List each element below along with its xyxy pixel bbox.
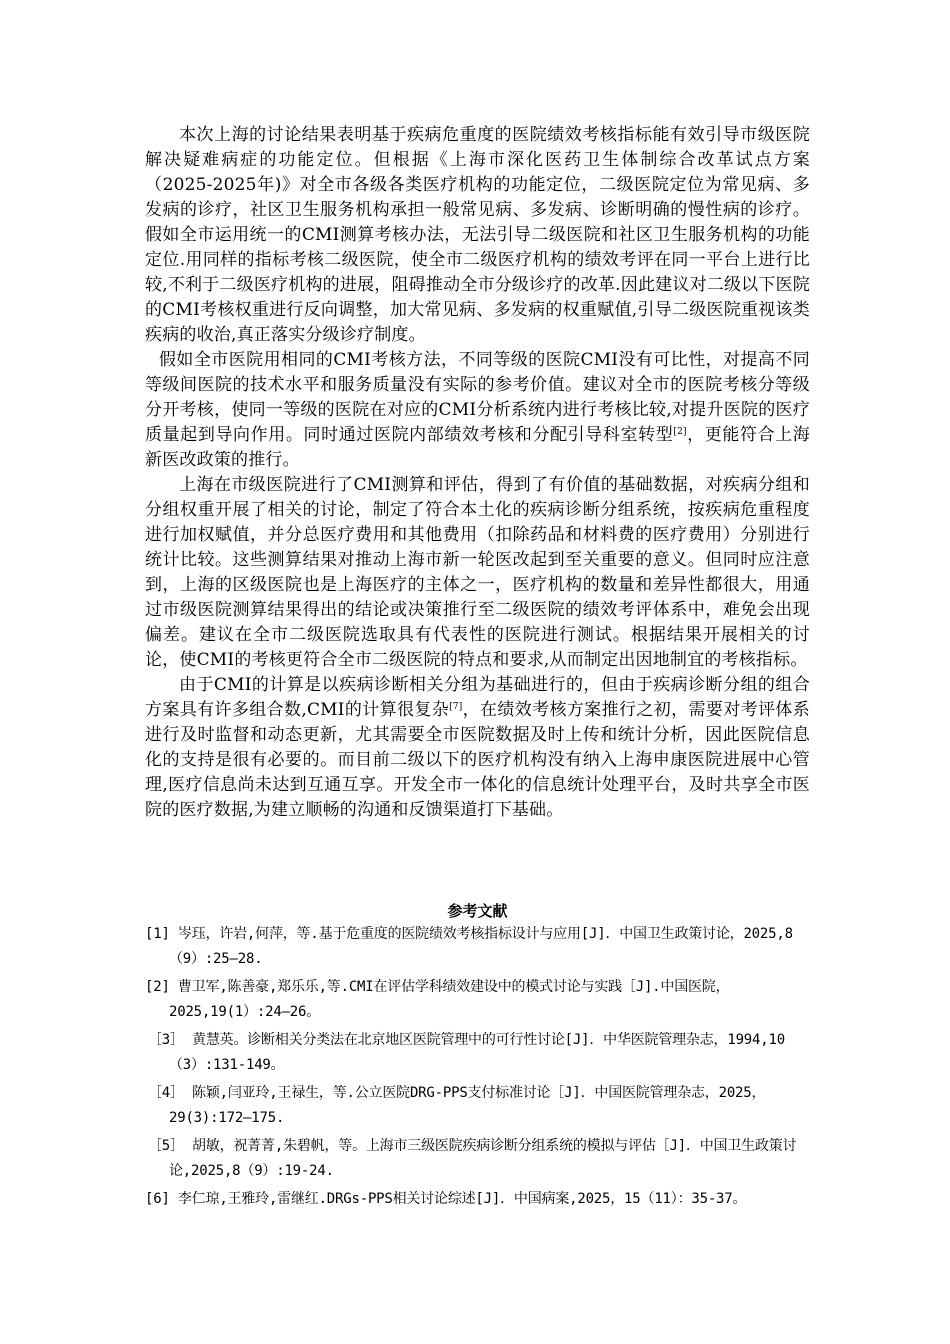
reference-list (145, 922, 810, 1215)
reference-item: [6] 李仁琼,王雅玲,雷继红.DRGs-PPS相关讨论综述[J]．中国病案,2025，15（11）：35-37。 (145, 1191, 747, 1207)
paragraph-4 (145, 673, 810, 823)
citation-marker: [7] (449, 702, 463, 712)
paragraph-2-text-b: ，更能符合上海新医改政策的推行。 (145, 425, 811, 470)
paragraph-1: 本次上海的讨论结果表明基于疾病危重度的医院绩效考核指标能有效引导市级医院解决疑难病症的功能定位。但根据《上海市深化医药卫生体制综合改革试点方案（2025-2025年)》对全市各级各类医疗机构的功能定位，二级医院定位为常见病、多发病的诊疗，社区卫生服务机构承担一般常见病、多发病、诊断明确的慢性病的诊疗。假如全市运用统一的CMI测算考核办法，无法引导二级医院和社区卫生服务机构的功能定位.用同样的指标考核二级医院，使全市二级医疗机构的绩效考评在同一平台上进行比较,不利于二级医疗机构的进展，阻碍推动全市分级诊疗的改革.因此建议对二级以下医院的CMI考核权重进行反向调整，加大常见病、多发病的权重赋值,引导二级医院重视该类疾病的收治,真正落实分级诊疗制度。 (145, 125, 810, 345)
reference-item: ［4］ 陈颖,闫亚玲,王禄生，等.公立医院DRG-PPS支付标准讨论［J]．中国医院管理杂志，2025，29(3):172—175. (148, 1085, 766, 1126)
reference-item: ［5］ 胡敏，祝菁菁,朱碧帆，等。上海市三级医院疾病诊断分组系统的模拟与评估［J]．中国卫生政策讨论,2025,8（9）:19-24. (148, 1138, 797, 1179)
references-heading: 参考文献 (447, 902, 508, 920)
reference-item: [2] 曹卫军,陈善豪,郑乐乐,等.CMI在评估学科绩效建设中的模式讨论与实践［J].中国医院，2025,19(1）:24—26。 (145, 979, 730, 1020)
paragraph-4-text-b: ，在绩效考核方案推行之初，需要对考评体系进行及时监督和动态更新，尤其需要全市医院数据及时上传和统计分析，因此医院信息化的支持是很有必要的。而目前二级以下的医疗机构没有纳入上海申康医院进展中心管理,医疗信息尚未达到互通互享。开发全市一体化的信息统计处理平台，及时共享全市医院的医疗数据,为建立顺畅的沟通和反馈渠道打下基础。 (145, 700, 810, 820)
paragraph-3: 上海在市级医院进行了CMI测算和评估，得到了有价值的基础数据，对疾病分组和分组权重开展了相关的讨论，制定了符合本土化的疾病诊断分组系统，按疾病危重程度进行加权赋值，并分总医疗费用和其他费用（扣除药品和材料费的医疗费用）分别进行统计比较。这些测算结果对推动上海市新一轮医改起到至关重要的意义。但同时应注意到，上海的区级医院也是上海医疗的主体之一，医疗机构的数量和差异性都很大，用通过市级医院测算结果得出的结论或决策推行至二级医院的绩效考评体系中，难免会出现偏差。建议在全市二级医院选取具有代表性的医院进行测试。根据结果开展相关的讨论，使CMI的考核更符合全市二级医院的特点和要求,从而制定出因地制宜的考核指标。 (145, 475, 810, 670)
body-text (145, 123, 810, 823)
citation-marker: [2] (673, 427, 687, 437)
paragraph-2 (145, 348, 810, 473)
reference-item: ［3］ 黄慧英。诊断相关分类法在北京地区医院管理中的可行性讨论[J]．中华医院管理杂志，1994,10（3）:131-149。 (148, 1032, 785, 1073)
reference-item: [1] 岑珏，许岩,何萍，等.基于危重度的医院绩效考核指标设计与应用[J]．中国卫生政策讨论，2025,8（9）:25—28. (145, 926, 793, 967)
paragraph-2-text-a: 假如全市医院用相同的CMI考核方法，不同等级的医院CMI没有可比性，对提高不同等级间医院的技术水平和服务质量没有实际的参考价值。建议对全市的医院考核分等级分开考核，使同一等级的医院在对应的CMI分析系统内进行考核比较,对提升医院的医疗质量起到导向作用。同时通过医院内部绩效考核和分配引导科室转型 (145, 350, 810, 445)
paragraph-4-text-a: 由于CMI的计算是以疾病诊断相关分组为基础进行的，但由于疾病诊断分组的组合方案具有许多组合数,CMI的计算很复杂 (145, 675, 810, 720)
